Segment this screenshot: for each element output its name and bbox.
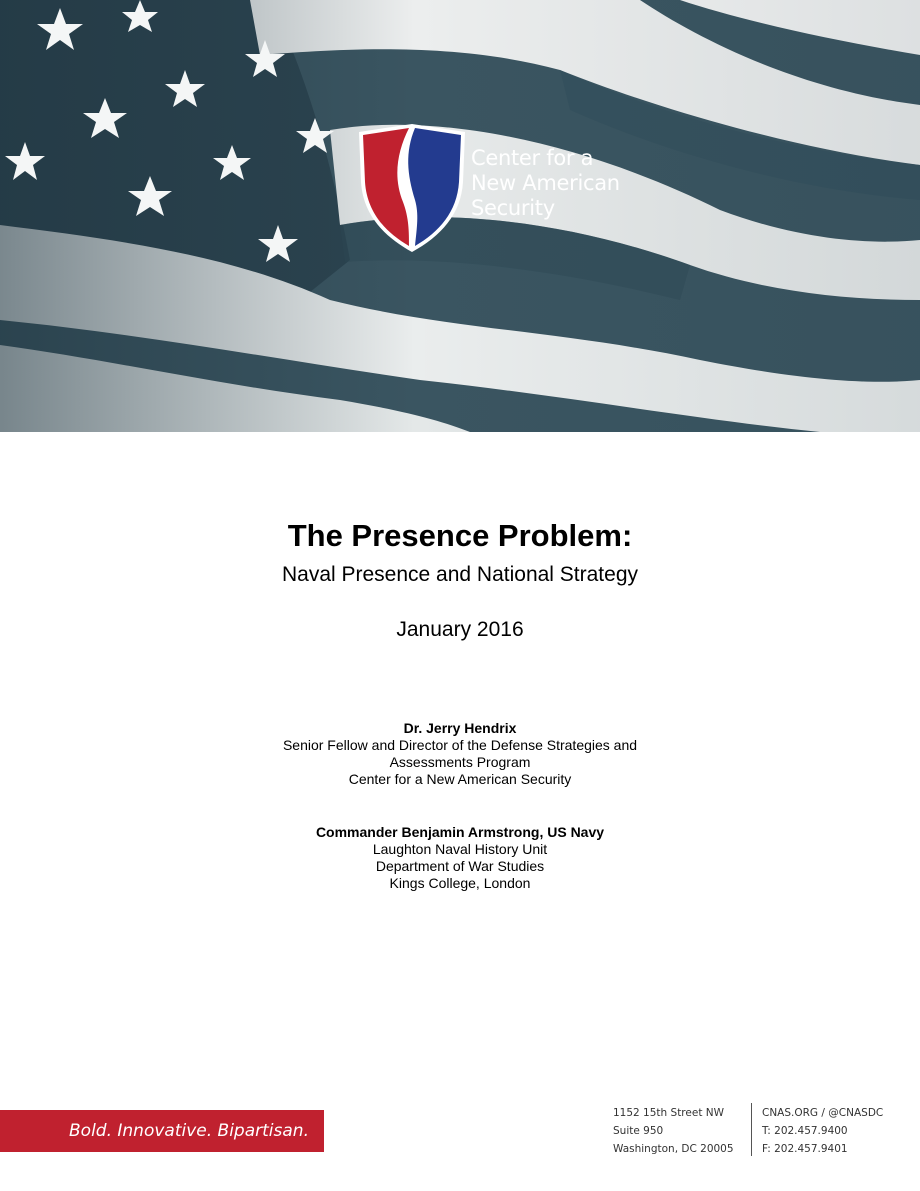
author-affiliation-line: Department of War Studies [375,858,545,874]
address-line: Washington, DC 20005 [613,1143,734,1155]
cover-flag-image [0,0,920,432]
document-subtitle: Naval Presence and National Strategy [281,563,639,586]
tagline-text: Bold. Innovative. Bipartisan. [69,1121,309,1141]
document-title: The Presence Problem: [287,518,633,553]
logo-wordmark [471,146,620,221]
author-affiliation: Center for a New American Security [348,771,572,787]
footer-contact [762,1104,883,1158]
contact-web: CNAS.ORG / @CNASDC [762,1107,884,1119]
footer-divider [751,1103,752,1156]
author-role: Senior Fellow and Director of the Defense Strategies and Assessments Program [282,737,638,770]
contact-fax: F: 202.457.9401 [762,1143,848,1155]
author-affiliation-line: Laughton Naval History Unit [372,841,548,857]
publication-date: January 2016 [396,618,524,641]
footer-address [613,1104,734,1158]
logo-line: Security [471,196,555,220]
address-line: Suite 950 [613,1125,664,1137]
author-name: Commander Benjamin Armstrong, US Navy [315,824,605,840]
logo-line: New American [471,171,620,195]
address-line: 1152 15th Street NW [613,1107,725,1119]
logo-line: Center for a [471,146,594,170]
author-name: Dr. Jerry Hendrix [403,720,517,736]
author-block [0,720,920,788]
author-affiliation-line: Kings College, London [389,875,531,891]
tagline-banner [0,1110,324,1152]
cnas-logo [357,122,627,254]
author-block [0,824,920,892]
shield-icon [357,122,467,254]
contact-phone: T: 202.457.9400 [762,1125,848,1137]
